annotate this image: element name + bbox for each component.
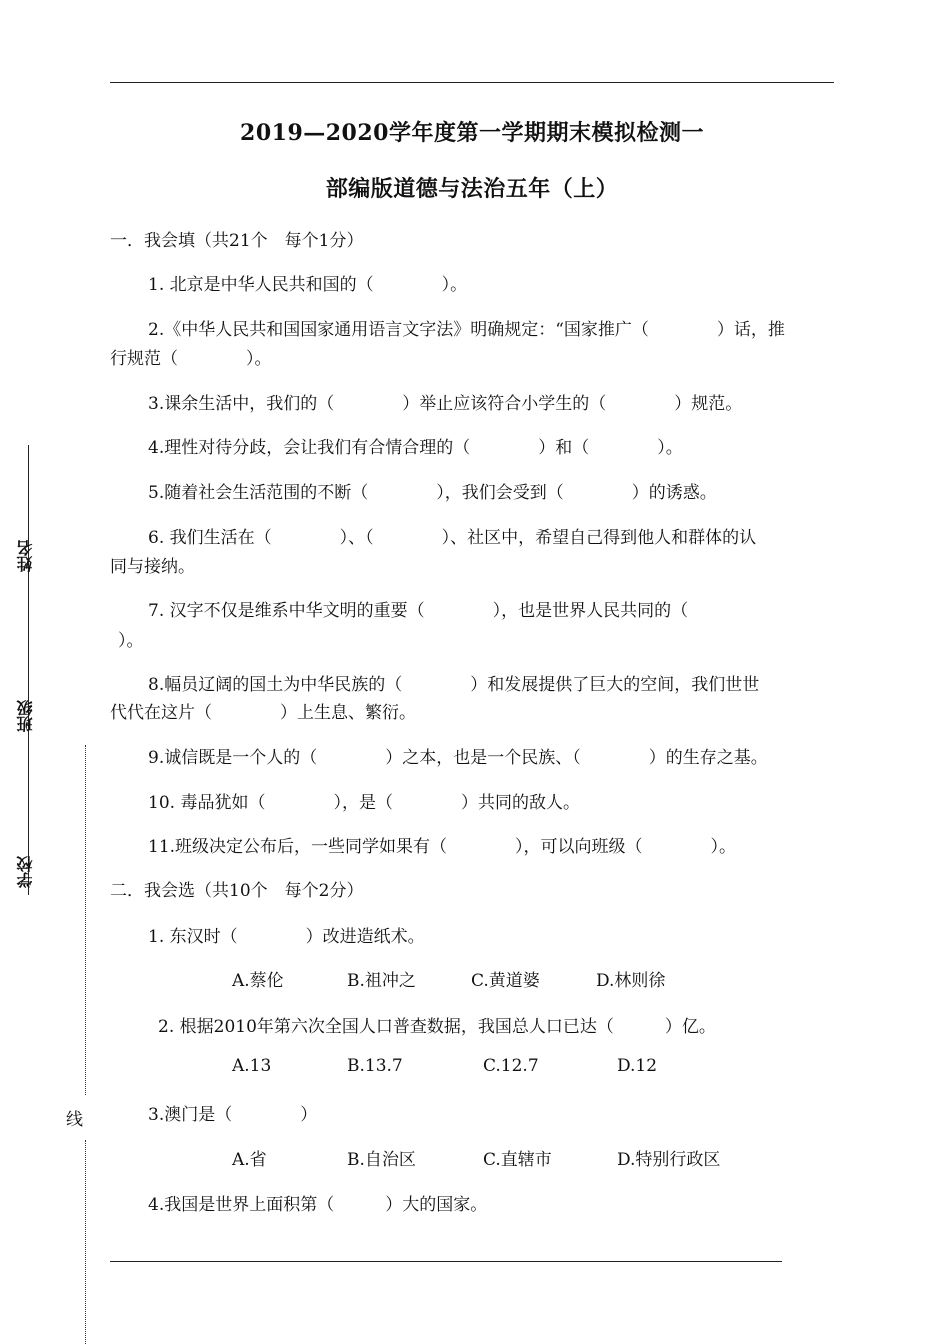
question-fill-1: 1. 北京是中华人民共和国的（ ）。 (148, 275, 468, 295)
top-rule (110, 82, 834, 83)
question-fill-3: 3.课余生活中，我们的（ ）举止应该符合小学生的（ ）规范。 (148, 394, 743, 414)
option-a: A.省 (232, 1150, 267, 1170)
question-fill-2-cont: 行规范（ ）。 (110, 349, 272, 369)
question-fill-5: 5.随着社会生活范围的不断（ ），我们会受到（ ）的诱惑。 (148, 483, 717, 503)
question-fill-6: 6. 我们生活在（ ）、（ ）、社区中，希望自己得到他人和群体的认 (148, 528, 757, 548)
question-fill-6-cont: 同与接纳。 (110, 557, 195, 577)
question-choice-2: 2. 根据2010年第六次全国人口普查数据，我国总人口已达（ ）亿。 (158, 1017, 716, 1037)
question-fill-7: 7. 汉字不仅是维系中华文明的重要（ ），也是世界人民共同的（ (148, 601, 689, 621)
cut-line-lower (85, 1140, 86, 1344)
question-fill-2: 2.《中华人民共和国国家通用语言文字法》明确规定：“国家推广（ ）话，推 (148, 320, 785, 340)
option-d: D.12 (617, 1056, 658, 1076)
option-c: C.12.7 (483, 1056, 539, 1076)
question-fill-4: 4.理性对待分歧，会让我们有合情合理的（ ）和（ ）。 (148, 438, 683, 458)
question-choice-4: 4.我国是世界上面积第（ ）大的国家。 (148, 1195, 488, 1215)
option-a: A.蔡伦 (232, 971, 284, 991)
class-label: 班级 (16, 700, 35, 732)
option-b: B.自治区 (347, 1150, 416, 1170)
option-c: C.直辖市 (483, 1150, 552, 1170)
question-fill-9: 9.诚信既是一个人的（ ）之本，也是一个民族、（ ）的生存之基。 (148, 748, 768, 768)
cut-line-upper (85, 745, 86, 1095)
question-fill-8-cont: 代代在这片（ ）上生息、繁衍。 (110, 703, 416, 723)
section1-heading: 一．我会填（共21个 每个1分） (110, 231, 364, 251)
question-fill-7-cont: ）。 (118, 631, 144, 651)
option-c: C.黄道婆 (471, 971, 540, 991)
cut-line-label: 线 (62, 1110, 82, 1127)
option-b: B.13.7 (347, 1056, 403, 1076)
option-b: B.祖冲之 (347, 971, 416, 991)
option-d: D.特别行政区 (617, 1150, 721, 1170)
option-d: D.林则徐 (596, 971, 666, 991)
bottom-rule (110, 1261, 782, 1262)
question-choice-1: 1. 东汉时（ ）改进造纸术。 (148, 927, 425, 947)
option-a: A.13 (232, 1056, 272, 1076)
school-label: 学校 (16, 856, 35, 888)
question-fill-8: 8.幅员辽阔的国土为中华民族的（ ）和发展提供了巨大的空间，我们世世 (148, 675, 760, 695)
question-fill-10: 10. 毒品犹如（ ），是（ ）共同的敌人。 (148, 793, 580, 813)
name-label: 姓名 (16, 540, 35, 572)
exam-subtitle: 部编版道德与法治五年（上） (325, 176, 619, 202)
name-fill-line (28, 445, 29, 605)
exam-title: 2019—2020学年度第一学期期末模拟检测一 (240, 120, 704, 146)
question-fill-11: 11.班级决定公布后，一些同学如果有（ ），可以向班级（ ）。 (148, 837, 737, 857)
question-choice-3: 3.澳门是（ ） (148, 1105, 318, 1125)
section2-heading: 二．我会选（共10个 每个2分） (110, 881, 364, 901)
